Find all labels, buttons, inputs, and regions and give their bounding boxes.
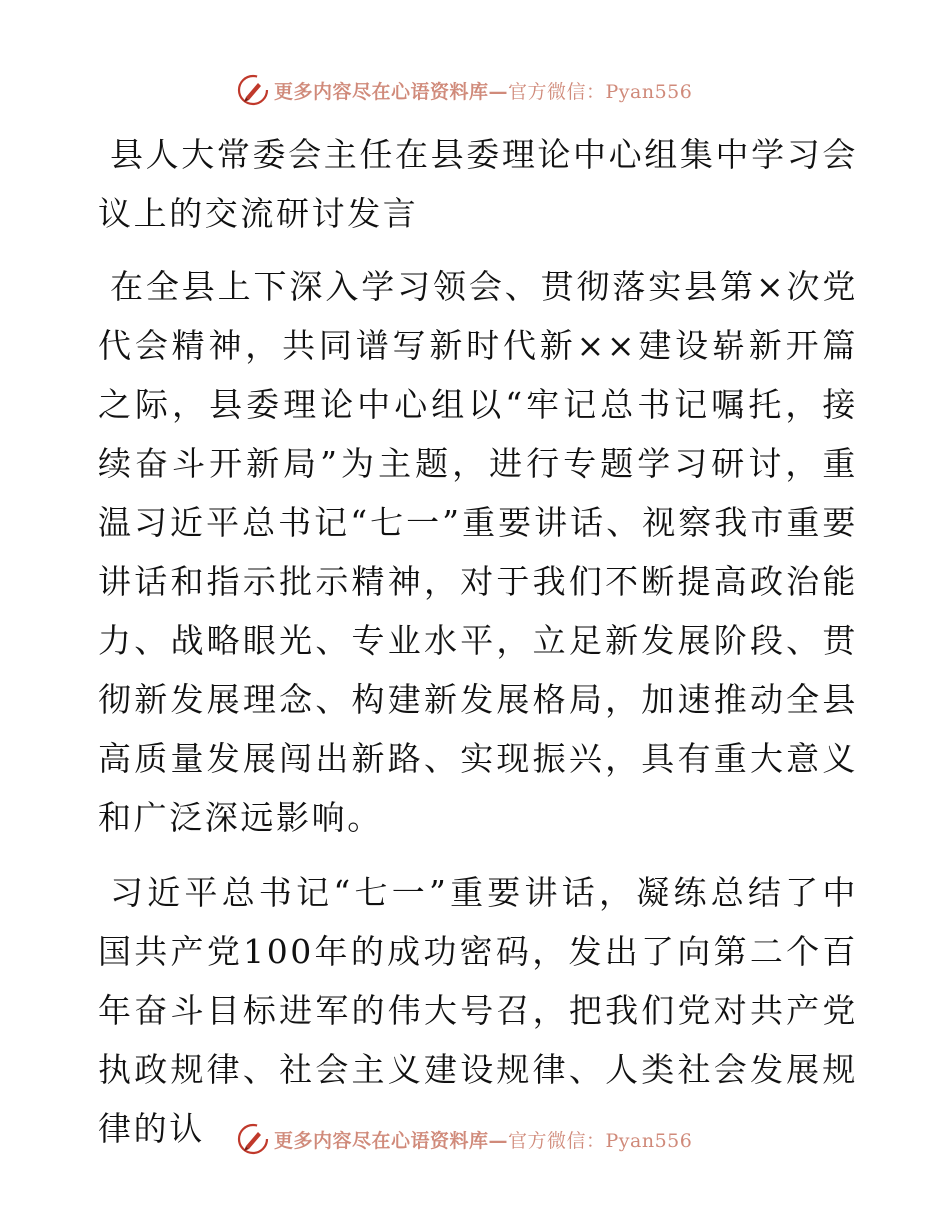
header-banner — [236, 72, 692, 108]
document-body — [98, 125, 858, 1174]
pen-logo-icon — [236, 1122, 270, 1156]
header-banner-dash: — — [488, 80, 509, 103]
header-banner-text — [274, 77, 692, 104]
footer-banner-wechat: 官方微信：Pyan556 — [508, 1129, 693, 1152]
header-banner-title: 更多内容尽在心语资料库 — [274, 80, 489, 103]
header-banner-wechat: 官方微信：Pyan556 — [508, 80, 693, 103]
paragraph-1: 在全县上下深入学习领会、贯彻落实县第×次党代会精神，共同谱写新时代新××建设崭新开篇之际，县委理论中心组以“牢记总书记嘱托，接续奋斗开新局”为主题，进行专题学习研讨，重温习近平总书记“七一”重要讲话、视察我市重要讲话和指示批示精神，对于我们不断提高政治能力、战略眼光、专业水平，立足新发展阶段、贯彻新发展理念、构建新发展格局，加速推动全县高质量发展闯出新路、实现振兴，具有重大意义和广泛深远影响。 — [98, 267, 858, 837]
footer-banner-text — [274, 1126, 692, 1153]
footer-banner — [236, 1121, 692, 1157]
paragraph-2: 习近平总书记“七一”重要讲话，凝练总结了中国共产党100年的成功密码，发出了向第二个百年奋斗目标进军的伟大号召，把我们党对共产党执政规律、社会主义建设规律、人类社会发展规律的认 — [98, 873, 858, 1148]
document-title: 县人大常委会主任在县委理论中心组集中学习会议上的交流研讨发言 — [98, 135, 858, 233]
pen-logo-icon — [236, 73, 270, 107]
footer-banner-dash: — — [488, 1129, 509, 1152]
footer-banner-title: 更多内容尽在心语资料库 — [274, 1129, 489, 1152]
